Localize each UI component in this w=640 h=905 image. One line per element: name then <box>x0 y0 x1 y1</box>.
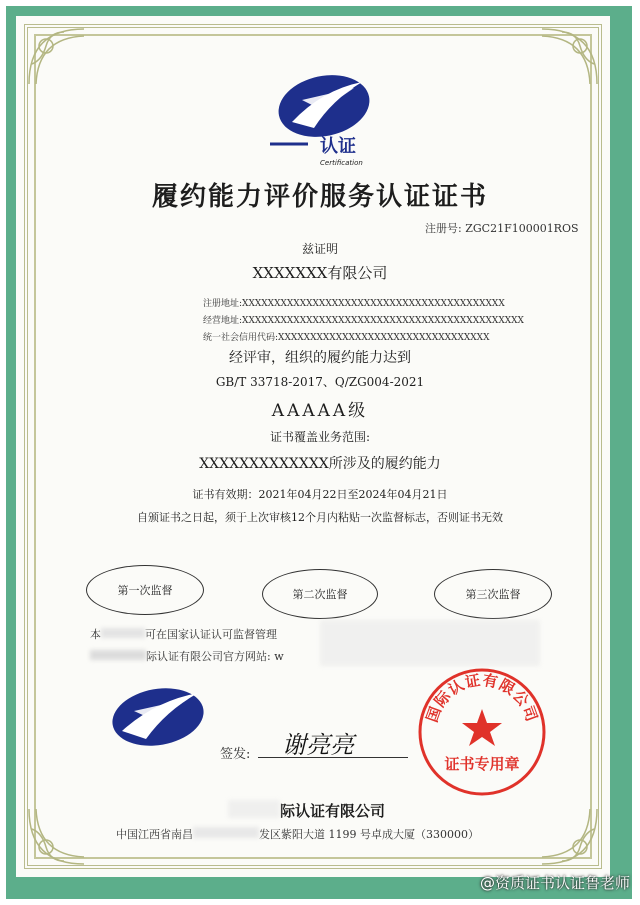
registered-address <box>203 296 505 309</box>
company-name: XXXXXXX有限公司 <box>252 264 388 282</box>
website-line <box>90 648 284 664</box>
certify-label: 兹证明 <box>301 242 338 256</box>
bottom-logo <box>100 683 210 753</box>
issuer-address-start: 中国江西省南昌 <box>116 828 193 841</box>
corner-ornament-bottom-right <box>532 799 602 869</box>
second-supervision-stamp <box>262 569 378 619</box>
registered-address-value: XXXXXXXXXXXXXXXXXXXXXXXXXXXXXXXXXXXXXXXXX <box>242 299 505 309</box>
issuer-address <box>116 826 479 842</box>
validity-period: 证书有效期：2021年04月22日至2024年04月21日 <box>192 488 448 501</box>
grade-level: AAAAA级 <box>271 401 369 421</box>
credit-code-label: 统一社会信用代码: <box>203 333 279 343</box>
certificate-title: 履约能力评价服务认证证书 <box>151 182 488 212</box>
credit-code-value: XXXXXXXXXXXXXXXXXXXXXXXXXXXXXXXXX <box>278 333 490 343</box>
verification-line <box>90 626 277 642</box>
business-address-label: 经营地址: <box>203 316 243 326</box>
website-text: 际认证有限公司官方网站: w <box>146 650 284 663</box>
first-supervision-stamp <box>86 565 204 615</box>
second-supervision-label: 第二次监督 <box>292 588 348 601</box>
registration-number <box>425 220 579 236</box>
seal-center-text: 证书专用章 <box>444 755 520 773</box>
verification-start: 本 <box>90 628 101 641</box>
verification-end: 可在国家认证认可监督管理 <box>145 628 277 641</box>
registration-value: ZGC21F100001ROS <box>465 222 579 235</box>
redacted-area <box>101 628 145 638</box>
seal-ring-text: 国际认证有限公司 <box>422 670 542 725</box>
redacted-area <box>90 650 146 660</box>
certification-logo <box>262 70 380 170</box>
redacted-area <box>193 827 259 838</box>
registered-address-label: 注册地址: <box>203 299 243 309</box>
scope-value: XXXXXXXXXXXXX所涉及的履约能力 <box>199 456 441 472</box>
corner-ornament-top-left <box>24 24 94 94</box>
third-supervision-stamp <box>434 569 552 619</box>
business-address-value: XXXXXXXXXXXXXXXXXXXXXXXXXXXXXXXXXXXXXXXXXXXX <box>242 316 524 326</box>
redacted-area <box>228 800 280 818</box>
third-supervision-label: 第三次监督 <box>465 588 521 601</box>
signature-label: 签发: <box>220 747 251 762</box>
issuer-address-end: 发区紫阳大道 1199 号卓成大厦（330000） <box>259 828 479 841</box>
business-address <box>203 313 524 326</box>
validity-notice: 自颁证书之日起，须于上次审核12个月内粘贴一次监督标志，否则证书无效 <box>137 511 503 524</box>
source-watermark: @资质证书认证鲁老师 <box>479 874 630 892</box>
logo-subtext: Certification <box>320 159 363 167</box>
official-seal <box>415 665 549 799</box>
first-supervision-label: 第一次监督 <box>117 584 173 597</box>
signature-name: 谢亮亮 <box>282 731 354 759</box>
corner-ornament-top-right <box>532 24 602 94</box>
standards-line: GB/T 33718-2017、Q/ZG004-2021 <box>215 375 425 389</box>
issuer-company: 际认证有限公司 <box>280 802 386 820</box>
registration-label: 注册号: <box>425 222 462 235</box>
corner-ornament-bottom-left <box>24 799 94 869</box>
logo-text: 认证 <box>320 136 356 157</box>
credit-code <box>203 330 490 343</box>
assessment-statement: 经评审，组织的履约能力达到 <box>229 350 411 366</box>
blurred-overlay <box>320 620 540 666</box>
scope-label: 证书覆盖业务范围: <box>269 430 371 444</box>
